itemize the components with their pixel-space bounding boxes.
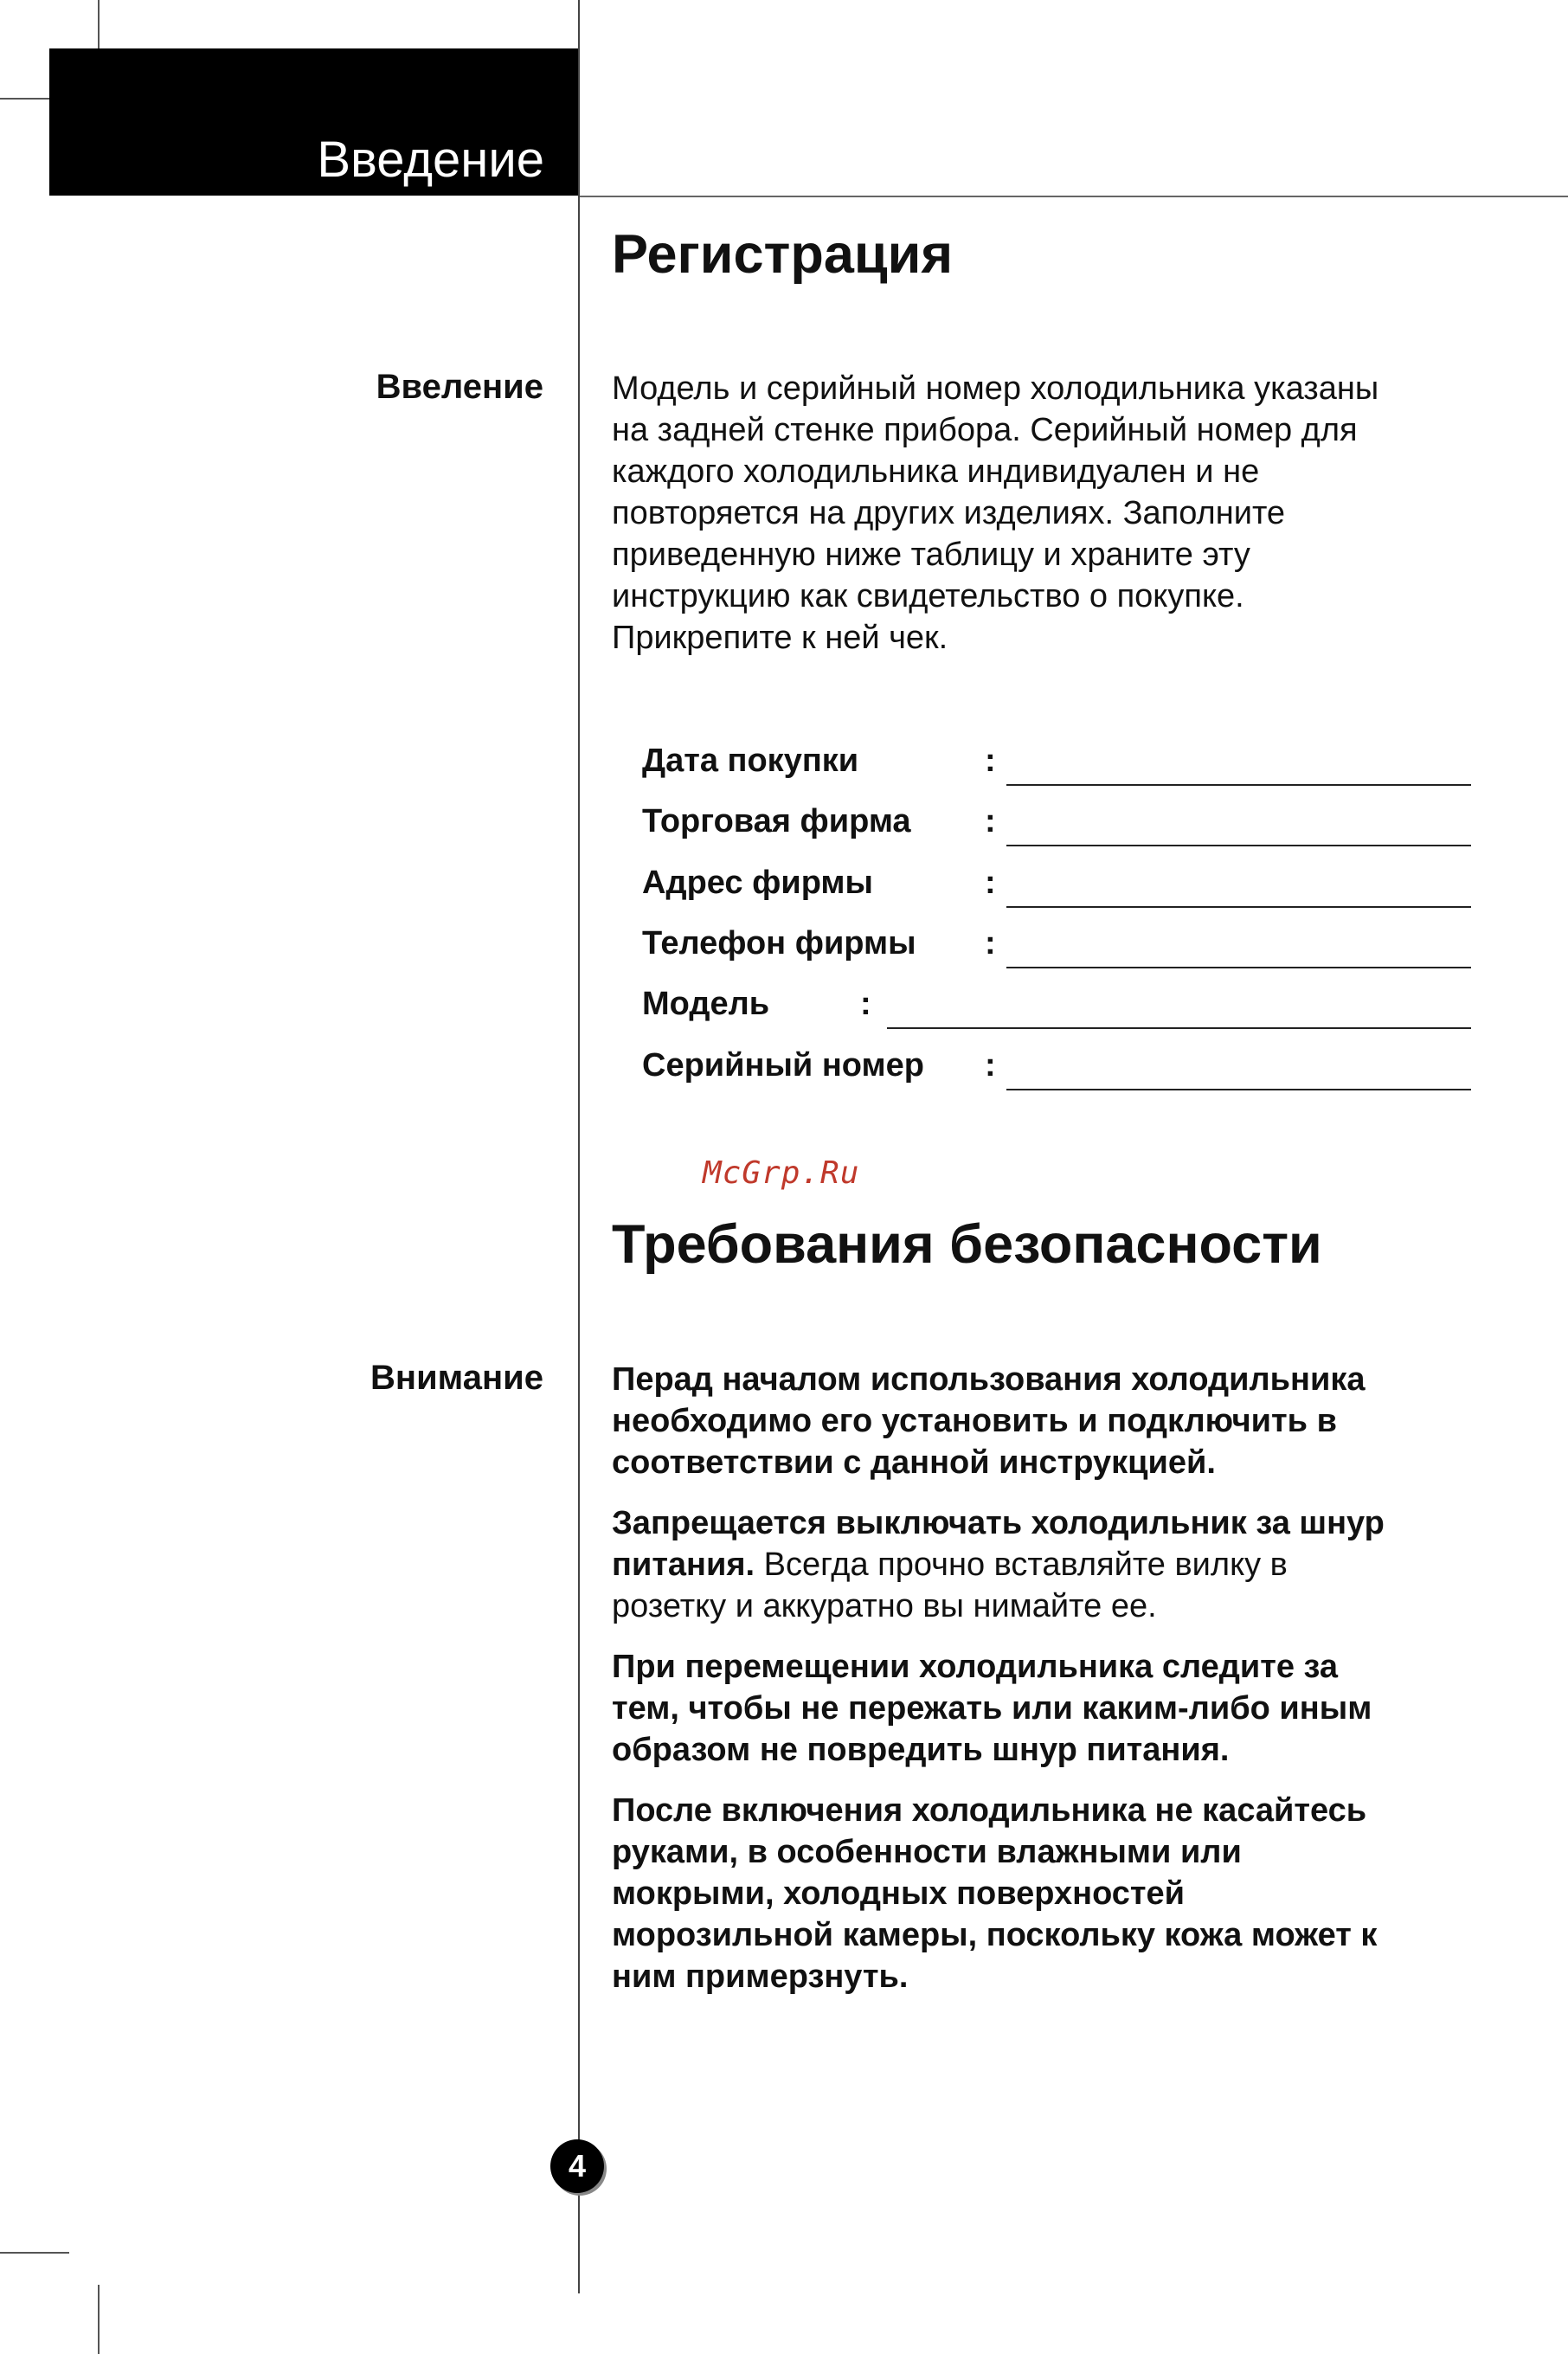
- form-row-dealer: [642, 803, 1471, 852]
- safety-title: Требования безопасности: [612, 1214, 1322, 1275]
- form-colon: :: [985, 1047, 996, 1084]
- form-colon: :: [985, 743, 996, 779]
- form-colon: :: [985, 803, 996, 839]
- header-rule: [580, 196, 1568, 197]
- dealer-address-label: Адрес фирмы: [642, 865, 873, 901]
- safety-line: Перад началом использования холодильника: [612, 1361, 1366, 1398]
- intro-line: инструкцию как свидетельство о покупке.: [612, 578, 1244, 614]
- registration-title: Регистрация: [612, 224, 954, 285]
- safety-line: При перемещении холодильника следите за: [612, 1649, 1339, 1685]
- safety-paragraph: [612, 1790, 1486, 1997]
- form-row-dealer-phone: [642, 925, 1471, 974]
- safety-paragraph: [612, 1646, 1486, 1771]
- safety-paragraph: [612, 1502, 1486, 1627]
- safety-side-label: Внимание: [370, 1359, 543, 1397]
- form-colon: :: [860, 986, 871, 1022]
- safety-line: морозильной камеры, поскольку кожа может к: [612, 1917, 1378, 1953]
- serial-number-label: Серийный номер: [642, 1047, 924, 1084]
- model-field[interactable]: [887, 1027, 1471, 1029]
- intro-line: Прикрепите к ней чек.: [612, 620, 948, 656]
- dealer-field[interactable]: [1006, 845, 1471, 846]
- purchase-date-field[interactable]: [1006, 784, 1471, 786]
- intro-line: Модель и серийный номер холодильника указаны: [612, 370, 1379, 407]
- safety-line: руками, в особенности влажными или: [612, 1834, 1242, 1870]
- page-number: 4: [550, 2139, 604, 2193]
- form-colon: :: [985, 925, 996, 962]
- form-row-model: [642, 986, 1471, 1034]
- safety-line: соответствии с данной инструкцией.: [612, 1444, 1216, 1481]
- safety-paragraph: [612, 1359, 1486, 1483]
- watermark: McGrp.Ru: [703, 1155, 860, 1191]
- crop-mark-bottom-horizontal: [0, 2252, 69, 2254]
- safety-line: образом не повредить шнур питания.: [612, 1732, 1230, 1768]
- dealer-address-field[interactable]: [1006, 906, 1471, 908]
- intro-line: каждого холодильника индивидуален и не: [612, 453, 1260, 490]
- safety-line: Запрещается выключать холодильник за шнур: [612, 1505, 1385, 1541]
- registration-side-label: Ввеление: [376, 368, 543, 406]
- intro-line: повторяется на других изделиях. Заполните: [612, 495, 1286, 531]
- safety-line: ним примерзнуть.: [612, 1958, 909, 1995]
- safety-line: мокрыми, холодных поверхностей: [612, 1875, 1186, 1912]
- section-header: [49, 48, 579, 196]
- intro-line: приведенную ниже таблицу и храните эту: [612, 537, 1250, 573]
- section-title: Введение: [317, 132, 544, 188]
- dealer-phone-label: Телефон фирмы: [642, 925, 916, 962]
- safety-line: необходимо его установить и подключить в: [612, 1403, 1337, 1439]
- registration-intro: [612, 368, 1486, 659]
- column-divider: [578, 0, 580, 2293]
- dealer-label: Торговая фирма: [642, 803, 911, 839]
- form-colon: :: [985, 865, 996, 901]
- form-row-serial-number: [642, 1047, 1471, 1096]
- form-row-dealer-address: [642, 865, 1471, 913]
- purchase-date-label: Дата покупки: [642, 743, 859, 779]
- safety-line: розетку и аккуратно вы нимайте ее.: [612, 1588, 1157, 1624]
- safety-line: Всегда прочно вставляйте вилку в: [755, 1547, 1288, 1583]
- intro-line: на задней стенке прибора. Серийный номер для: [612, 412, 1358, 448]
- safety-line: тем, чтобы не пережать или каким-либо иным: [612, 1690, 1372, 1727]
- model-label: Модель: [642, 986, 770, 1022]
- safety-text: [612, 1359, 1486, 2016]
- serial-number-field[interactable]: [1006, 1089, 1471, 1090]
- crop-mark-bottom-vertical: [98, 2285, 100, 2354]
- form-row-purchase-date: [642, 743, 1471, 791]
- dealer-phone-field[interactable]: [1006, 967, 1471, 968]
- safety-line: питания.: [612, 1547, 755, 1583]
- crop-mark-top-horizontal: [0, 98, 49, 100]
- safety-line: После включения холодильника не касайтесь: [612, 1792, 1367, 1829]
